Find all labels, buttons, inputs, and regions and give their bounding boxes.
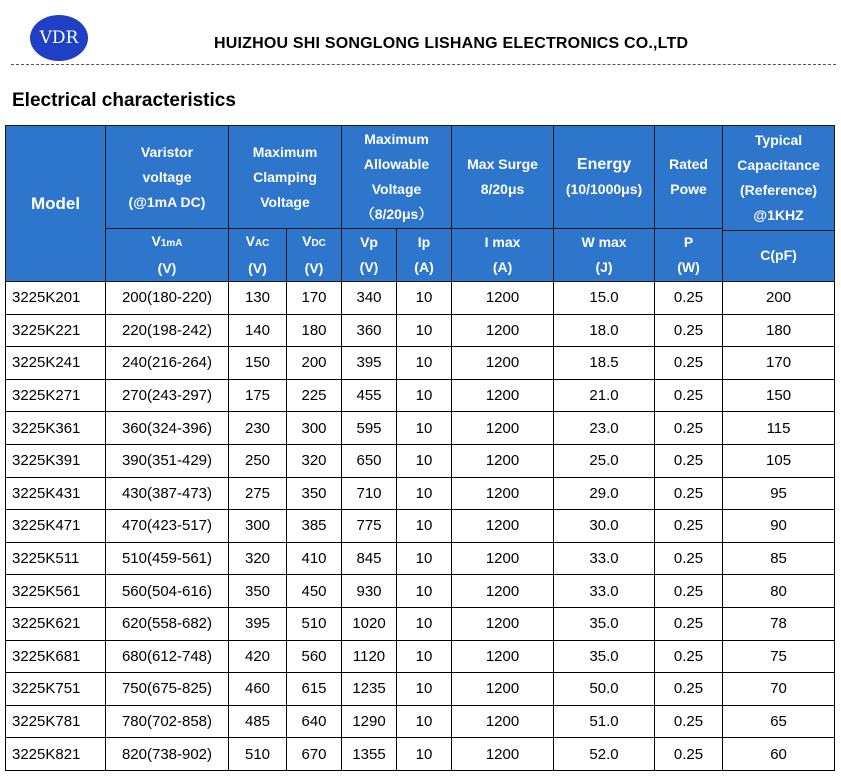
cell-wmax: 33.0 [554, 542, 655, 575]
varistor-line-3: (@1mA DC) [128, 193, 206, 210]
sym-ip-main: Ip [417, 234, 431, 250]
cell-varistor-voltage: 820(738-902) [106, 738, 229, 771]
section-title: Electrical characteristics [12, 90, 236, 111]
cell-varistor-voltage: 360(324-396) [106, 412, 229, 445]
varistor-line-1: Varistor [140, 143, 194, 160]
cell-wmax: 18.5 [554, 347, 655, 380]
cell-capacitance: 150 [723, 379, 835, 412]
cell-imax: 1200 [452, 640, 554, 673]
sym-v1ma-sub: 1mA [160, 238, 183, 249]
sym-vdc [287, 229, 342, 282]
clamping-line-1: Maximum [252, 143, 318, 160]
sym-imax [452, 229, 554, 282]
logo-text: VDR [39, 28, 79, 48]
sym-p-unit: (W) [677, 259, 700, 275]
cell-varistor-voltage: 620(558-682) [106, 607, 229, 640]
col-varistor-header [106, 126, 229, 229]
cell-varistor-voltage: 220(198-242) [106, 314, 229, 347]
cell-ip: 10 [397, 542, 452, 575]
table-row [6, 575, 835, 608]
cell-varistor-voltage: 240(216-264) [106, 347, 229, 380]
cell-imax: 1200 [452, 282, 554, 315]
cell-ip: 10 [397, 282, 452, 315]
cell-capacitance: 70 [723, 673, 835, 706]
cell-vdc: 200 [287, 347, 342, 380]
sym-vp-main: Vp [360, 234, 378, 250]
cell-model: 3225K471 [6, 510, 106, 543]
col-capacitance-header [723, 126, 835, 282]
table-row [6, 282, 835, 315]
cell-vp: 360 [342, 314, 397, 347]
cell-ip: 10 [397, 640, 452, 673]
sym-vdc-main: V [302, 233, 312, 249]
cell-vac: 320 [229, 542, 287, 575]
cell-capacitance: 85 [723, 542, 835, 575]
cell-imax: 1200 [452, 673, 554, 706]
cell-imax: 1200 [452, 738, 554, 771]
cell-rated-power: 0.25 [655, 510, 723, 543]
cell-ip: 10 [397, 738, 452, 771]
cell-ip: 10 [397, 510, 452, 543]
cell-rated-power: 0.25 [655, 575, 723, 608]
energy-line-2: (10/1000μs) [565, 181, 643, 197]
cell-model: 3225K821 [6, 738, 106, 771]
cell-wmax: 52.0 [554, 738, 655, 771]
clamping-line-3: Voltage [260, 193, 310, 210]
cell-vac: 130 [229, 282, 287, 315]
cell-vp: 1235 [342, 673, 397, 706]
cell-varistor-voltage: 270(243-297) [106, 379, 229, 412]
cell-capacitance: 95 [723, 477, 835, 510]
cell-varistor-voltage: 510(459-561) [106, 542, 229, 575]
cell-vp: 395 [342, 347, 397, 380]
cell-vac: 300 [229, 510, 287, 543]
table-row [6, 314, 835, 347]
sym-vdc-unit: (V) [304, 260, 324, 276]
cell-vdc: 615 [287, 673, 342, 706]
sym-imax-main: I max [484, 234, 521, 250]
table-row [6, 444, 835, 477]
surge-line-2: 8/20μs [480, 181, 525, 197]
cell-rated-power: 0.25 [655, 314, 723, 347]
cell-vac: 460 [229, 673, 287, 706]
varistor-line-2: voltage [142, 168, 192, 185]
cell-wmax: 51.0 [554, 705, 655, 738]
header-row-symbols [6, 229, 835, 282]
company-name: HUIZHOU SHI SONGLONG LISHANG ELECTRONICS CO.,LTD [214, 35, 689, 52]
cell-vp: 930 [342, 575, 397, 608]
cell-wmax: 29.0 [554, 477, 655, 510]
table-row [6, 477, 835, 510]
cell-rated-power: 0.25 [655, 347, 723, 380]
cell-vp: 455 [342, 379, 397, 412]
cell-vdc: 560 [287, 640, 342, 673]
cell-rated-power: 0.25 [655, 673, 723, 706]
cell-ip: 10 [397, 412, 452, 445]
table-body [6, 282, 835, 771]
cell-imax: 1200 [452, 444, 554, 477]
cell-varistor-voltage: 470(423-517) [106, 510, 229, 543]
sym-wmax-main: W max [581, 234, 627, 250]
sym-v1ma-main: V [151, 233, 161, 249]
cell-ip: 10 [397, 314, 452, 347]
cell-rated-power: 0.25 [655, 282, 723, 315]
cell-model: 3225K511 [6, 542, 106, 575]
sym-wmax [554, 229, 655, 282]
cell-ip: 10 [397, 379, 452, 412]
cell-varistor-voltage: 680(612-748) [106, 640, 229, 673]
header-row-labels [6, 126, 835, 229]
cell-vp: 1355 [342, 738, 397, 771]
sym-ip-unit: (A) [414, 259, 434, 275]
sym-p-main: P [683, 234, 694, 250]
table-row [6, 705, 835, 738]
table-row [6, 640, 835, 673]
cell-varistor-voltage: 430(387-473) [106, 477, 229, 510]
cell-varistor-voltage: 560(504-616) [106, 575, 229, 608]
cell-model: 3225K221 [6, 314, 106, 347]
allowable-line-4: （8/20μs） [360, 206, 433, 222]
cell-vac: 230 [229, 412, 287, 445]
cell-imax: 1200 [452, 477, 554, 510]
cell-vac: 150 [229, 347, 287, 380]
sym-vp [342, 229, 397, 282]
cell-varistor-voltage: 750(675-825) [106, 673, 229, 706]
cell-model: 3225K241 [6, 347, 106, 380]
cell-vdc: 640 [287, 705, 342, 738]
sym-v1ma-unit: (V) [157, 260, 177, 276]
cell-imax: 1200 [452, 412, 554, 445]
electrical-characteristics-table [5, 125, 835, 771]
surge-line-1: Max Surge [467, 156, 538, 172]
cell-vac: 175 [229, 379, 287, 412]
cell-vp: 340 [342, 282, 397, 315]
cell-capacitance: 180 [723, 314, 835, 347]
col-surge-header [452, 126, 554, 229]
cell-model: 3225K271 [6, 379, 106, 412]
cell-imax: 1200 [452, 379, 554, 412]
table-row [6, 738, 835, 771]
cell-ip: 10 [397, 477, 452, 510]
cell-imax: 1200 [452, 575, 554, 608]
cell-wmax: 25.0 [554, 444, 655, 477]
cell-capacitance: 170 [723, 347, 835, 380]
cell-capacitance: 65 [723, 705, 835, 738]
company-logo [30, 15, 88, 61]
cell-imax: 1200 [452, 510, 554, 543]
cell-vdc: 410 [287, 542, 342, 575]
cell-vdc: 320 [287, 444, 342, 477]
table-row [6, 347, 835, 380]
sym-ip [397, 229, 452, 282]
cell-vdc: 300 [287, 412, 342, 445]
sym-vac-sub: AC [254, 238, 270, 249]
cell-model: 3225K391 [6, 444, 106, 477]
cell-capacitance: 115 [723, 412, 835, 445]
cell-ip: 10 [397, 607, 452, 640]
cell-rated-power: 0.25 [655, 444, 723, 477]
cell-vac: 510 [229, 738, 287, 771]
cell-imax: 1200 [452, 705, 554, 738]
cell-capacitance: 105 [723, 444, 835, 477]
cell-vac: 350 [229, 575, 287, 608]
cell-ip: 10 [397, 347, 452, 380]
cell-vp: 1120 [342, 640, 397, 673]
table-row [6, 412, 835, 445]
allowable-line-3: Voltage [371, 181, 422, 197]
sym-imax-unit: (A) [492, 259, 513, 275]
cell-varistor-voltage: 200(180-220) [106, 282, 229, 315]
cell-imax: 1200 [452, 542, 554, 575]
cell-model: 3225K361 [6, 412, 106, 445]
cell-vdc: 350 [287, 477, 342, 510]
sym-vdc-sub: DC [311, 238, 326, 249]
cell-imax: 1200 [452, 607, 554, 640]
cell-wmax: 23.0 [554, 412, 655, 445]
cell-capacitance: 90 [723, 510, 835, 543]
cell-rated-power: 0.25 [655, 379, 723, 412]
col-energy-header [554, 126, 655, 229]
rated-line-1: Rated [669, 156, 708, 172]
table-row [6, 673, 835, 706]
cell-vac: 250 [229, 444, 287, 477]
cell-model: 3225K201 [6, 282, 106, 315]
sym-v1ma [106, 229, 229, 282]
cell-capacitance: 80 [723, 575, 835, 608]
capacitance-line-2: Capacitance [737, 156, 820, 173]
cell-ip: 10 [397, 575, 452, 608]
cell-vac: 420 [229, 640, 287, 673]
cell-ip: 10 [397, 705, 452, 738]
cell-rated-power: 0.25 [655, 640, 723, 673]
col-clamping-header [229, 126, 342, 229]
cell-imax: 1200 [452, 347, 554, 380]
cell-wmax: 33.0 [554, 575, 655, 608]
cell-capacitance: 200 [723, 282, 835, 315]
cell-wmax: 21.0 [554, 379, 655, 412]
cell-vdc: 510 [287, 607, 342, 640]
cell-rated-power: 0.25 [655, 705, 723, 738]
capacitance-line-3: (Reference) [740, 181, 818, 198]
cell-vp: 595 [342, 412, 397, 445]
col-allowable-header [342, 126, 452, 229]
cell-capacitance: 60 [723, 738, 835, 771]
cell-vp: 1290 [342, 705, 397, 738]
allowable-line-2: Allowable [363, 156, 430, 172]
cell-vdc: 170 [287, 282, 342, 315]
cell-vac: 140 [229, 314, 287, 347]
cell-wmax: 30.0 [554, 510, 655, 543]
cell-rated-power: 0.25 [655, 477, 723, 510]
table-row [6, 379, 835, 412]
allowable-line-1: Maximum [364, 131, 429, 147]
cell-wmax: 18.0 [554, 314, 655, 347]
rated-line-2: Powe [670, 181, 707, 197]
sym-vp-unit: (V) [359, 259, 379, 275]
sym-vac-main: V [245, 233, 255, 249]
cell-capacitance: 78 [723, 607, 835, 640]
cell-varistor-voltage: 390(351-429) [106, 444, 229, 477]
cell-rated-power: 0.25 [655, 738, 723, 771]
cell-model: 3225K781 [6, 705, 106, 738]
cell-wmax: 35.0 [554, 640, 655, 673]
cell-vac: 485 [229, 705, 287, 738]
table-row [6, 542, 835, 575]
cell-vp: 845 [342, 542, 397, 575]
cell-wmax: 50.0 [554, 673, 655, 706]
cell-model: 3225K751 [6, 673, 106, 706]
cell-vdc: 225 [287, 379, 342, 412]
cell-rated-power: 0.25 [655, 412, 723, 445]
capacitance-unit: C(pF) [723, 230, 834, 280]
sym-vac [229, 229, 287, 282]
sym-p [655, 229, 723, 282]
cell-capacitance: 75 [723, 640, 835, 673]
cell-model: 3225K681 [6, 640, 106, 673]
cell-wmax: 15.0 [554, 282, 655, 315]
col-rated-header [655, 126, 723, 229]
col-model-header: Model [6, 126, 106, 282]
energy-line-1: Energy [576, 156, 632, 173]
capacitance-line-4: @1KHZ [753, 206, 804, 223]
sym-vac-unit: (V) [248, 260, 267, 276]
cell-vdc: 385 [287, 510, 342, 543]
cell-imax: 1200 [452, 314, 554, 347]
cell-rated-power: 0.25 [655, 542, 723, 575]
cell-wmax: 35.0 [554, 607, 655, 640]
clamping-line-2: Clamping [253, 168, 317, 185]
cell-model: 3225K561 [6, 575, 106, 608]
cell-vdc: 180 [287, 314, 342, 347]
table-row [6, 510, 835, 543]
cell-vp: 775 [342, 510, 397, 543]
sym-wmax-unit: (J) [595, 259, 613, 275]
cell-ip: 10 [397, 673, 452, 706]
cell-rated-power: 0.25 [655, 607, 723, 640]
cell-varistor-voltage: 780(702-858) [106, 705, 229, 738]
cell-model: 3225K621 [6, 607, 106, 640]
cell-vp: 650 [342, 444, 397, 477]
cell-vp: 1020 [342, 607, 397, 640]
header-divider [11, 64, 836, 65]
cell-vp: 710 [342, 477, 397, 510]
cell-vdc: 450 [287, 575, 342, 608]
cell-vac: 275 [229, 477, 287, 510]
cell-model: 3225K431 [6, 477, 106, 510]
table-row [6, 607, 835, 640]
cell-vac: 395 [229, 607, 287, 640]
capacitance-line-1: Typical [754, 131, 803, 148]
cell-ip: 10 [397, 444, 452, 477]
cell-vdc: 670 [287, 738, 342, 771]
